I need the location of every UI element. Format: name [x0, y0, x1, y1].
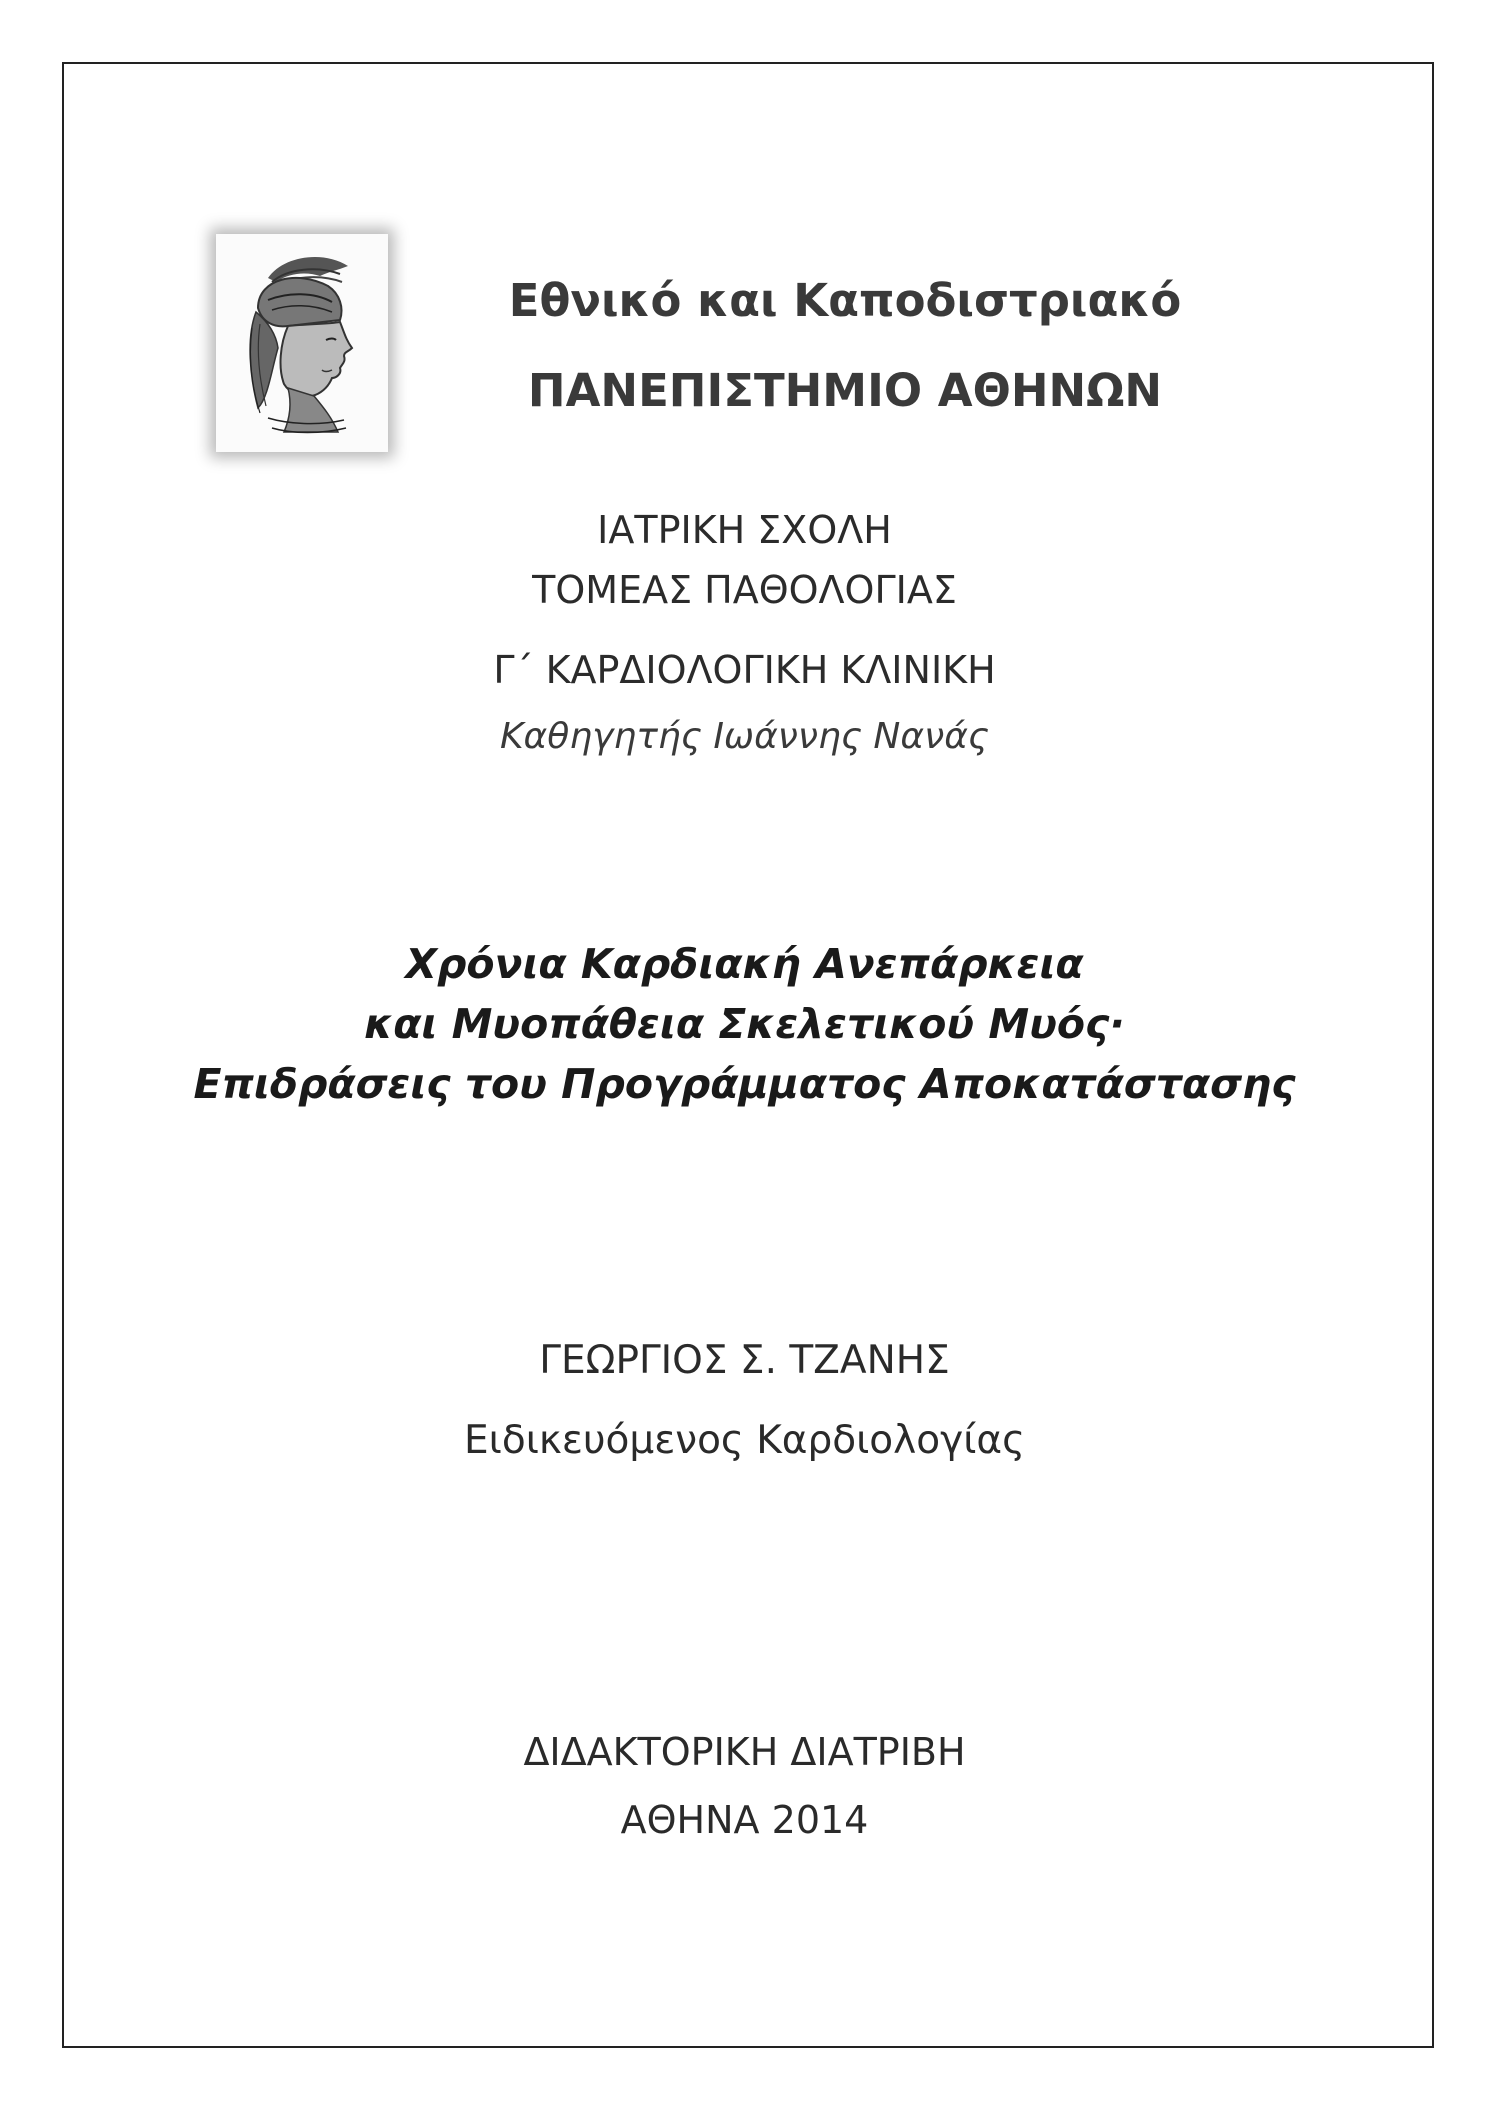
university-logo: [216, 234, 388, 452]
university-name-line2: ΠΑΝΕΠΙΣΤΗΜΙΟ ΑΘΗΝΩΝ: [527, 364, 1163, 417]
place-year: ΑΘΗΝΑ 2014: [620, 1798, 869, 1842]
author-role: Ειδικευόμενος Καρδιολογίας: [464, 1418, 1025, 1463]
school-name: ΙΑΤΡΙΚΗ ΣΧΟΛΗ: [597, 508, 892, 552]
thesis-title-line2: και Μυοπάθεια Σκελετικού Μυός·: [364, 1000, 1125, 1048]
thesis-title-line1: Χρόνια Καρδιακή Ανεπάρκεια: [405, 940, 1084, 988]
athena-head-emblem-icon: [228, 248, 376, 438]
university-name-line1: Εθνικό και Καποδιστριακό: [508, 274, 1182, 327]
document-type: ΔΙΔΑΚΤΟΡΙΚΗ ΔΙΑΤΡΙΒΗ: [523, 1730, 966, 1774]
professor-name: Καθηγητής Ιωάννης Νανάς: [499, 716, 990, 757]
thesis-title-line3: Επιδράσεις του Προγράμματος Αποκατάστασης: [193, 1060, 1296, 1108]
clinic-name: Γ΄ ΚΑΡΔΙΟΛΟΓΙΚΗ ΚΛΙΝΙΚΗ: [493, 648, 996, 692]
sector-name: ΤΟΜΕΑΣ ΠΑΘΟΛΟΓΙΑΣ: [532, 568, 957, 612]
author-name: ΓΕΩΡΓΙΟΣ Σ. ΤΖΑΝΗΣ: [539, 1338, 950, 1383]
